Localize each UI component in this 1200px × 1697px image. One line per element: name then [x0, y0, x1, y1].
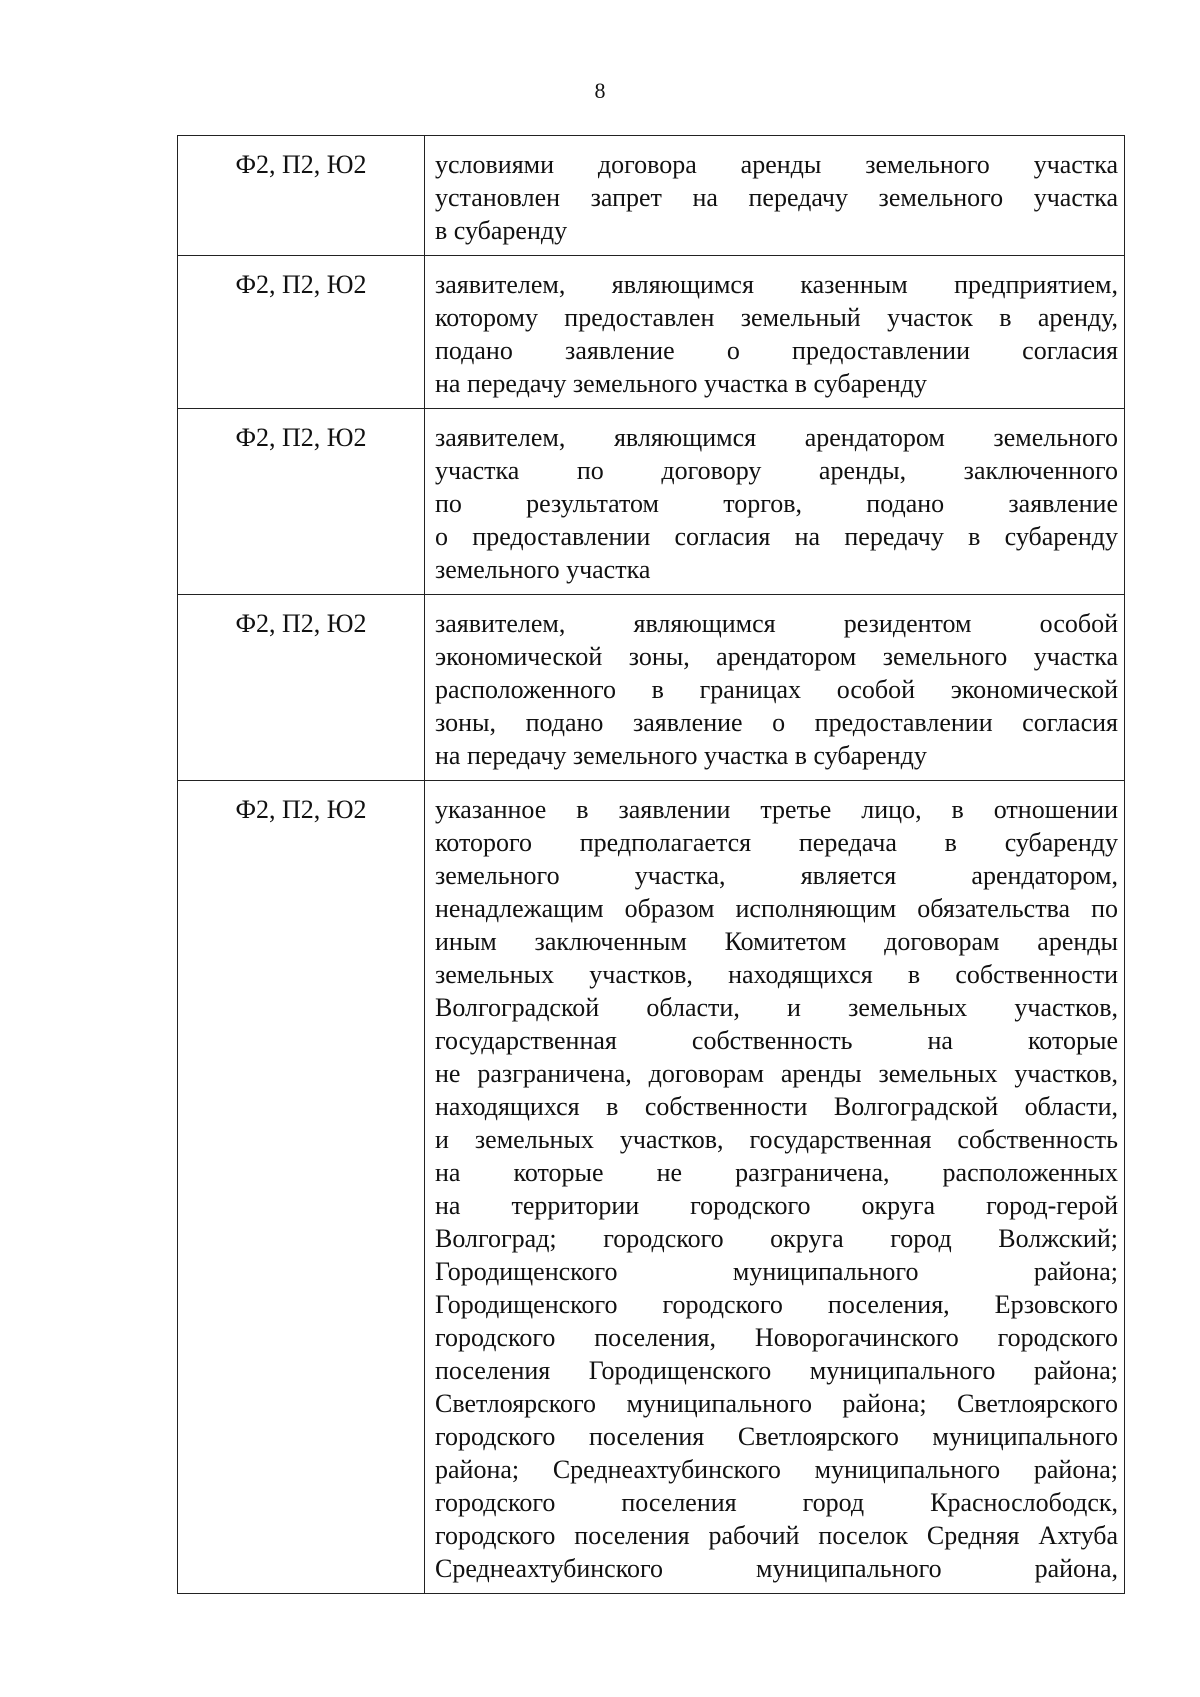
text-line: установлен запрет на передачу земельного участка [435, 183, 1118, 212]
table-body [178, 136, 1125, 1594]
table-row [178, 256, 1125, 409]
conditions-table [177, 135, 1125, 1594]
form-code-cell: Ф2, П2, Ю2 [178, 595, 425, 781]
text-line: земельного участка, является арендатором, [435, 861, 1118, 890]
text-line: на передачу земельного участка в субаренду [435, 741, 927, 770]
text-line: которому предоставлен земельный участок в аренду, [435, 303, 1118, 332]
condition-text-cell [425, 256, 1125, 409]
table-row [178, 595, 1125, 781]
text-line: в субаренду [435, 216, 568, 245]
text-line: по результатом торгов, подано заявление [435, 489, 1118, 518]
form-code-cell: Ф2, П2, Ю2 [178, 409, 425, 595]
form-code-cell: Ф2, П2, Ю2 [178, 256, 425, 409]
text-line: городского поселения рабочий поселок Средняя Ахтуба [435, 1521, 1118, 1550]
table-row [178, 136, 1125, 256]
text-line: зоны, подано заявление о предоставлении согласия [435, 708, 1118, 737]
text-line: которого предполагается передача в субаренду [435, 828, 1118, 857]
text-line: ненадлежащим образом исполняющим обязательства по [435, 894, 1118, 923]
text-line: указанное в заявлении третье лицо, в отношении [435, 795, 1118, 824]
text-line: на передачу земельного участка в субаренду [435, 369, 927, 398]
text-line: на которые не разграничена, расположенных [435, 1158, 1118, 1187]
text-line: подано заявление о предоставлении согласия [435, 336, 1118, 365]
form-code-cell: Ф2, П2, Ю2 [178, 136, 425, 256]
text-line: заявителем, являющимся резидентом особой [435, 609, 1118, 638]
text-line: городского поселения, Новорогачинского городского [435, 1323, 1118, 1352]
text-line: района; Среднеахтубинского муниципального района; [435, 1455, 1118, 1484]
text-line: не разграничена, договорам аренды земельных участков, [435, 1059, 1118, 1088]
text-line: условиями договора аренды земельного участка [435, 150, 1118, 179]
text-line: Волгоград; городского округа город Волжский; [435, 1224, 1118, 1253]
page-number: 8 [594, 78, 606, 103]
text-line: участка по договору аренды, заключенного [435, 456, 1118, 485]
condition-text-cell [425, 136, 1125, 256]
text-line: Волгоградской области, и земельных участков, [435, 993, 1118, 1022]
text-line: земельного участка [435, 555, 651, 584]
condition-text-cell [425, 781, 1125, 1594]
text-line: земельных участков, находящихся в собственности [435, 960, 1118, 989]
condition-text-cell [425, 409, 1125, 595]
text-line: иным заключенным Комитетом договорам аренды [435, 927, 1118, 956]
text-line: расположенного в границах особой экономической [435, 675, 1118, 704]
text-line: Городищенского городского поселения, Ерзовского [435, 1290, 1118, 1319]
text-line: и земельных участков, государственная собственность [435, 1125, 1118, 1154]
text-line: государственная собственность на которые [435, 1026, 1118, 1055]
condition-text-cell [425, 595, 1125, 781]
text-line: Среднеахтубинского муниципального района, [435, 1554, 1118, 1583]
text-line: экономической зоны, арендатором земельного участка [435, 642, 1118, 671]
text-line: Городищенского муниципального района; [435, 1257, 1118, 1286]
text-line: городского поселения Светлоярского муниципального [435, 1422, 1118, 1451]
form-code-cell: Ф2, П2, Ю2 [178, 781, 425, 1594]
text-line: заявителем, являющимся казенным предприятием, [435, 270, 1118, 299]
text-line: поселения Городищенского муниципального района; [435, 1356, 1118, 1385]
text-line: городского поселения город Краснослободск, [435, 1488, 1118, 1517]
text-line: о предоставлении согласия на передачу в субаренду [435, 522, 1118, 551]
text-line: заявителем, являющимся арендатором земельного [435, 423, 1118, 452]
text-line: Светлоярского муниципального района; Светлоярского [435, 1389, 1118, 1418]
table-row [178, 409, 1125, 595]
table-row [178, 781, 1125, 1594]
text-line: на территории городского округа город-герой [435, 1191, 1118, 1220]
text-line: находящихся в собственности Волгоградской области, [435, 1092, 1118, 1121]
